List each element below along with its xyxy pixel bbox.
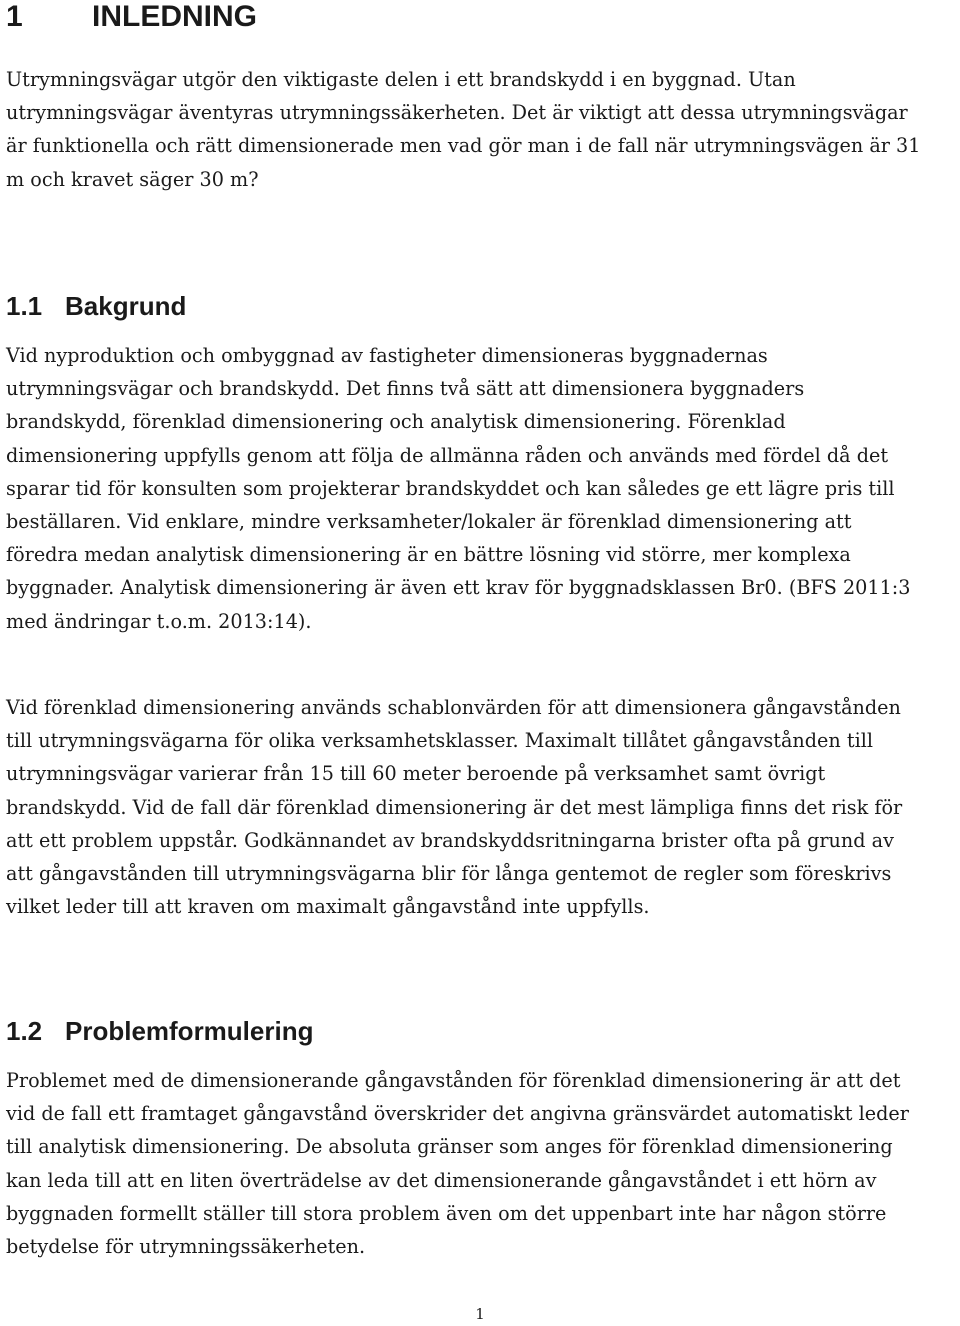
bakgrund-paragraph-2: Vid förenklad dimensionering används schablonvärden för att dimensionera gångavstånden till utrymningsvägarna för olika verksamhetsklasser. Maximalt tillåtet gångavstånden till utrymningsvägar varierar från 15 till 60 meter beroende på verksamhet samt övrigt brandskydd. Vid de fall där förenklad dimensionering är det mest lämpliga finns det risk för att ett problem uppstår. Godkännandet av brandskyddsritningarna brister ofta på grund av att gångavstånden till utrymningsvägarna blir för långa gentemot de regler som föreskrivs vilket leder till att kraven om maximalt gångavstånd inte uppfylls. (6, 696, 903, 919)
chapter-title: INLEDNING (92, 0, 257, 33)
intro-paragraph: Utrymningsvägar utgör den viktigaste delen i ett brandskydd i en byggnad. Utan utrymningsvägar äventyras utrymningssäkerheten. Det är viktigt att dessa utrymningsvägar är funktionella och rätt dimensionerade men vad gör man i de fall när utrymningsvägen är 31 m och kravet säger 30 m? (6, 68, 921, 191)
section-number: 1.2 (6, 1016, 43, 1046)
chapter-number: 1 (6, 0, 23, 33)
section-title: Problemformulering (65, 1016, 314, 1046)
bakgrund-paragraph-1: Vid nyproduktion och ombyggnad av fastigheter dimensioneras byggnadernas utrymningsvägar och brandskydd. Det finns två sätt att dimensionera byggnaders brandskydd, förenklad dimensionering och analytisk dimensionering. Förenklad dimensionering uppfylls genom att följa de allmänna råden och används med fördel då det sparar tid för konsulten som projekterar brandskyddet och kan således ge ett lägre pris till beställaren. Vid enklare, mindre verksamheter/lokaler är förenklad dimensionering att föredra medan analytisk dimensionering är en bättre lösning vid större, mer komplexa byggnader. Analytisk dimensionering är även ett krav för byggnadsklassen Br0. (BFS 2011:3 med ändringar t.o.m. 2013:14). (6, 344, 911, 633)
page-number: 1 (475, 1305, 485, 1323)
section-number: 1.1 (6, 291, 43, 321)
section-heading-bakgrund (6, 289, 186, 323)
section-heading-problemformulering (6, 1014, 313, 1048)
chapter-heading (6, 0, 257, 36)
section-title: Bakgrund (65, 291, 187, 321)
problemformulering-paragraph: Problemet med de dimensionerande gångavstånden för förenklad dimensionering är att det vid de fall ett framtaget gångavstånd överskrider det angivna gränsvärdet automatiskt leder till analytisk dimensionering. De absoluta gränser som anges för förenklad dimensionering kan leda till att en liten överträdelse av det dimensionerande gångavståndet i ett hörn av byggnaden formellt ställer till stora problem även om det uppenbart inte har någon större betydelse för utrymningssäkerheten. (6, 1069, 909, 1259)
